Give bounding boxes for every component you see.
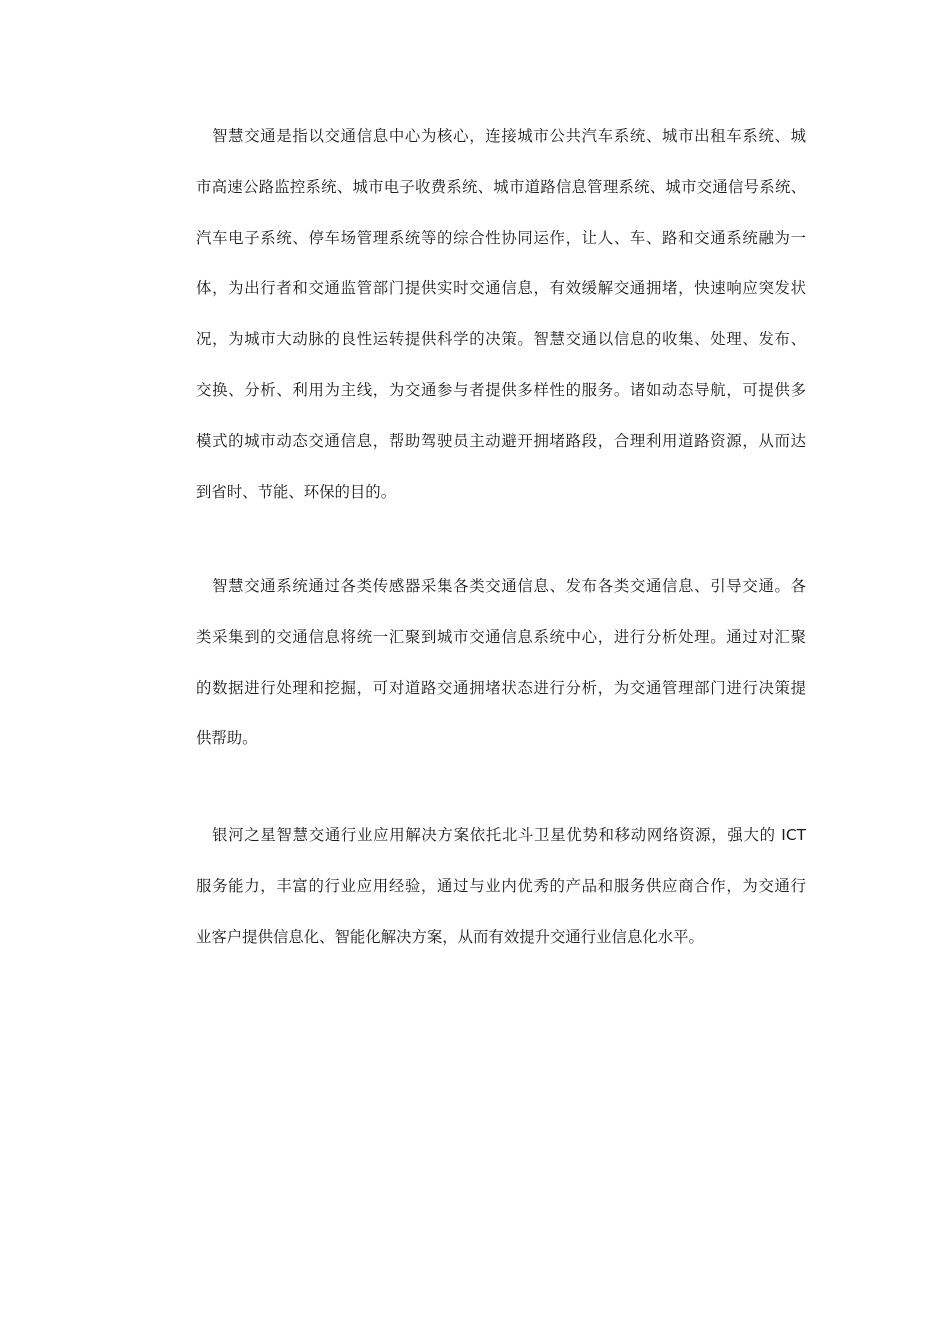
paragraph-line: 况，为城市大动脉的良性运转提供科学的决策。智慧交通以信息的收集、处理、发布、 xyxy=(196,330,806,349)
paragraph-line: 智慧交通系统通过各类传感器采集各类交通信息、发布各类交通信息、引导交通。各 xyxy=(196,577,806,595)
paragraph-line: 业客户提供信息化、智能化解决方案，从而有效提升交通行业信息化水平。 xyxy=(196,927,704,946)
paragraph-line: 供帮助。 xyxy=(196,729,258,748)
paragraph-line: 到省时、节能、环保的目的。 xyxy=(196,482,397,501)
paragraph-line: 的数据进行处理和挖掘，可对道路交通拥堵状态进行分析，为交通管理部门进行决策提 xyxy=(196,678,806,697)
paragraph-smart-transport-system xyxy=(196,561,806,764)
paragraph-line: 服务能力，丰富的行业应用经验，通过与业内优秀的产品和服务供应商合作，为交通行 xyxy=(196,876,806,895)
paragraph-line: 体，为出行者和交通监管部门提供实时交通信息，有效缓解交通拥堵，快速响应突发状 xyxy=(196,279,806,298)
paragraph-line: 交换、分析、利用为主线，为交通参与者提供多样性的服务。诸如动态导航，可提供多 xyxy=(196,380,806,399)
paragraph-line: 市高速公路监控系统、城市电子收费系统、城市道路信息管理系统、城市交通信号系统、 xyxy=(196,177,806,196)
paragraph-line: 类采集到的交通信息将统一汇聚到城市交通信息系统中心，进行分析处理。通过对汇聚 xyxy=(196,627,806,646)
paragraph-line: 智慧交通是指以交通信息中心为核心，连接城市公共汽车系统、城市出租车系统、城 xyxy=(196,127,806,145)
paragraph-galaxy-star-solution xyxy=(196,810,806,962)
paragraph-line: 汽车电子系统、停车场管理系统等的综合性协同运作，让人、车、路和交通系统融为一 xyxy=(196,228,806,247)
paragraph-smart-transport-definition xyxy=(196,111,806,517)
paragraph-line: 模式的城市动态交通信息，帮助驾驶员主动避开拥堵路段，合理利用道路资源，从而达 xyxy=(196,431,806,450)
paragraph-line: 银河之星智慧交通行业应用解决方案依托北斗卫星优势和移动网络资源，强大的 ICT xyxy=(196,826,806,844)
